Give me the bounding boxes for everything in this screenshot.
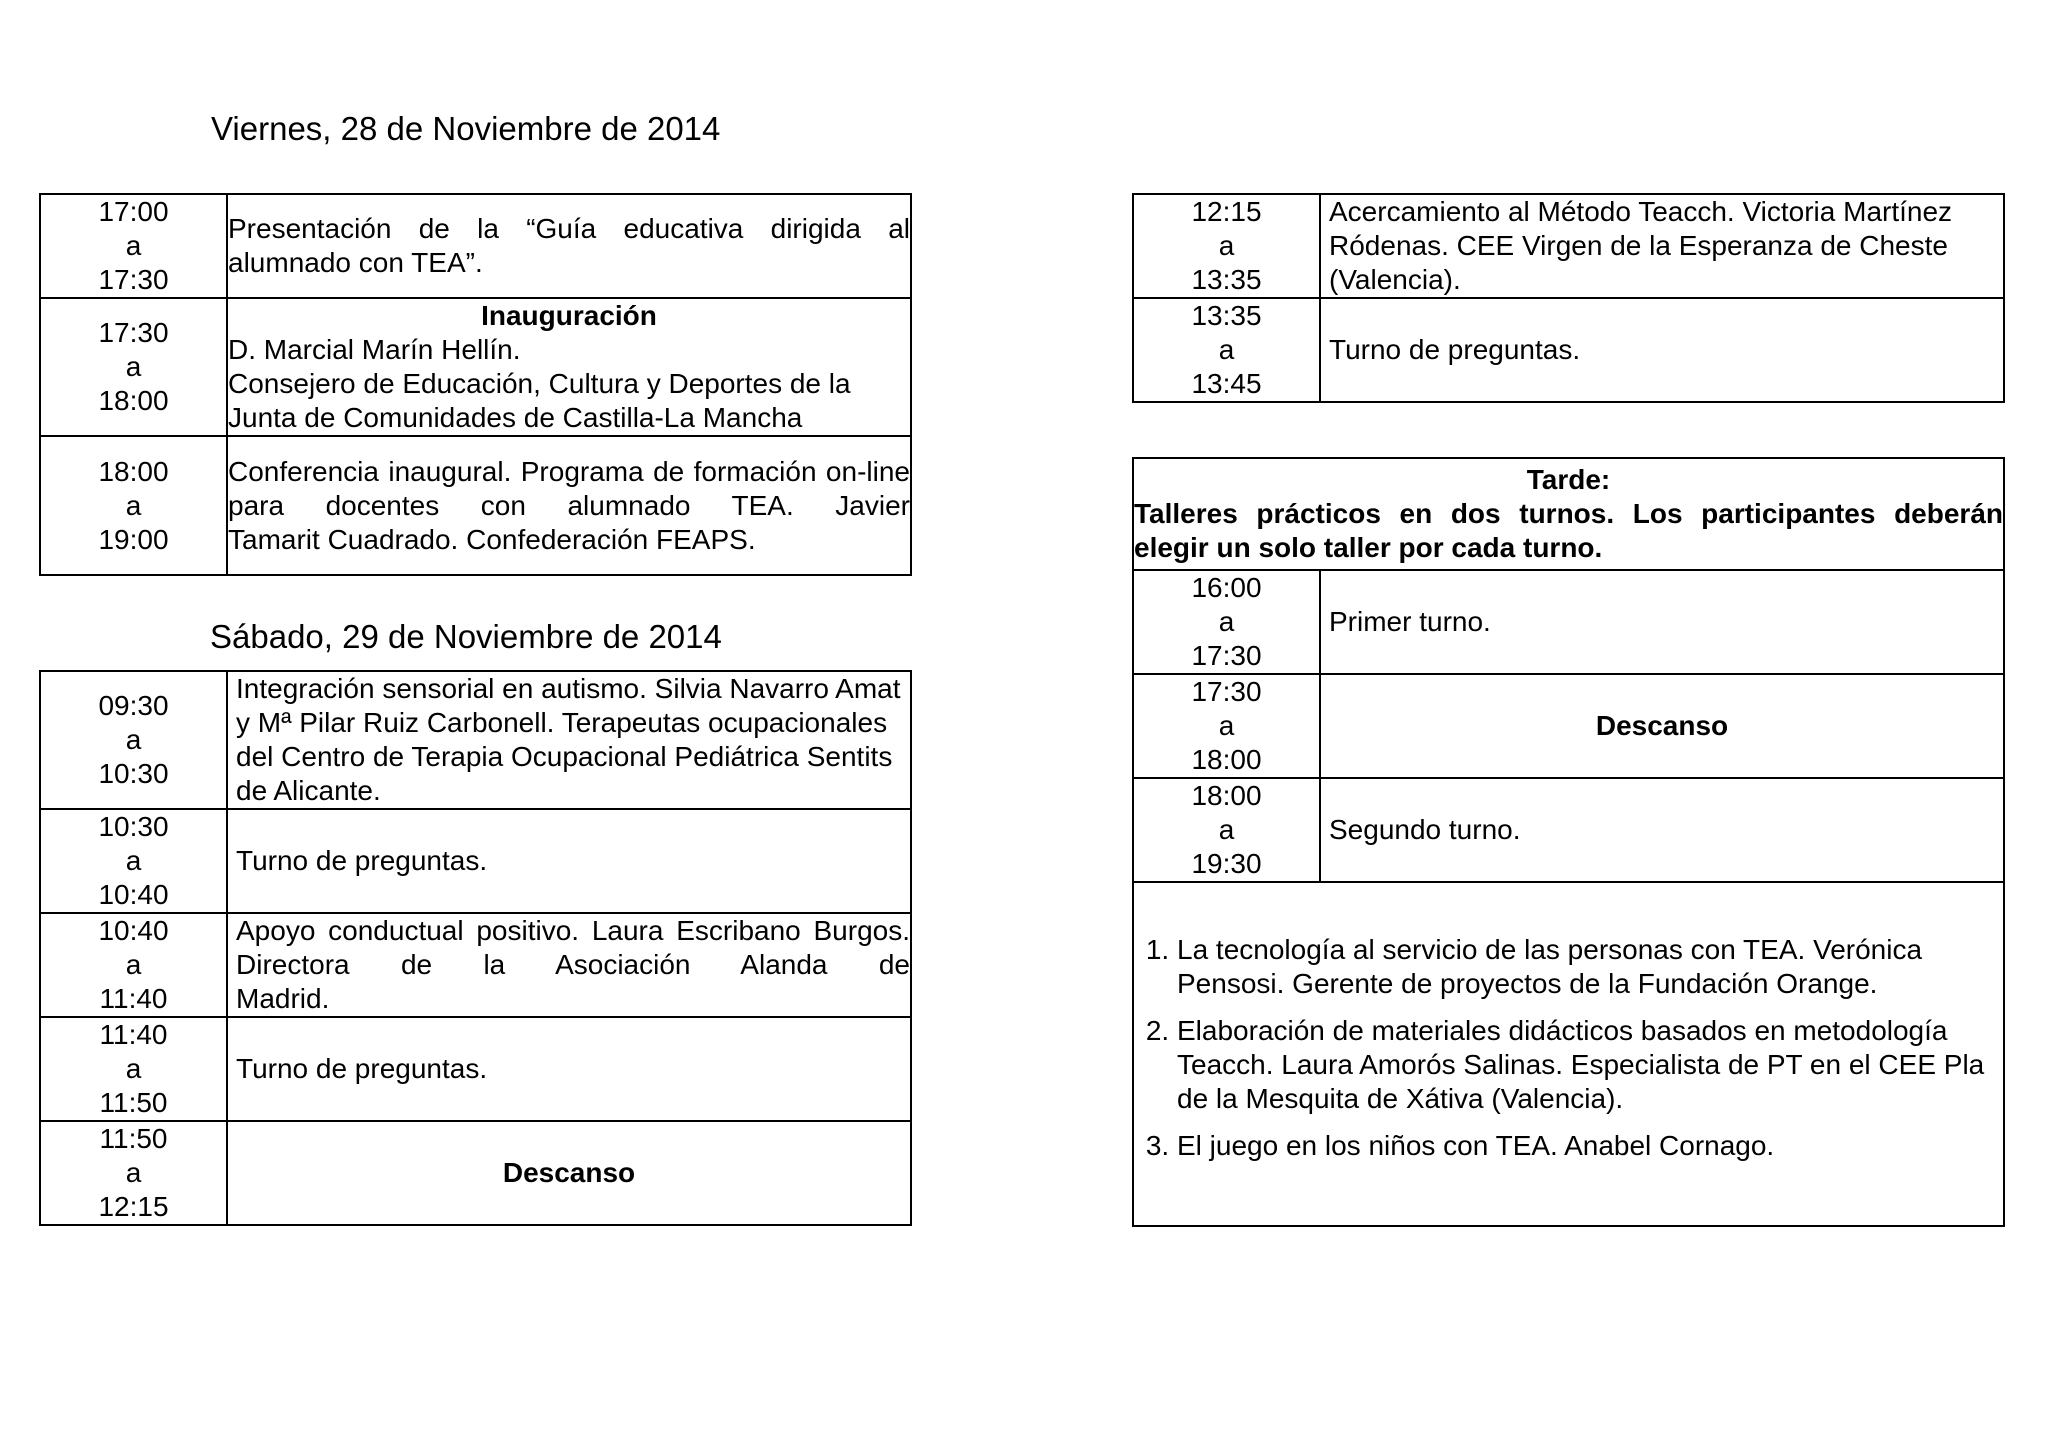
session-text: Presentación de la “Guía educativa dirigida al (228, 213, 910, 244)
session-text-last: Madrid. (236, 983, 330, 1014)
time-separator: a (125, 1157, 142, 1188)
session-text: Turno de preguntas. (236, 845, 488, 876)
start-time: 18:00 (98, 455, 169, 487)
time-separator: a (1218, 606, 1235, 637)
afternoon-subtitle-line: Talleres prácticos en dos turnos. Los participantes deberán (1134, 498, 2003, 529)
end-time: 18:00 (1191, 744, 1262, 775)
session-text: Integración sensorial en autismo. Silvia Navarro Amat y Mª Pilar Ruiz Carbonell. Terapeutas ocupacionales del Centro de Terapia Ocupacional Pediátrica Sentits de Alicante. (236, 673, 901, 806)
end-time: 19:00 (98, 523, 169, 555)
time-separator: a (125, 351, 142, 382)
friday-title: Viernes, 28 de Noviembre de 2014 (211, 110, 721, 147)
session-description (227, 671, 911, 809)
time-separator: a (125, 724, 142, 755)
session-text: Primer turno. (1329, 606, 1491, 637)
session-description (227, 913, 911, 1017)
session-text-last: Tamarit Cuadrado. Confederación FEAPS. (228, 523, 756, 555)
end-time: 11:40 (99, 983, 168, 1014)
start-time: 17:30 (1191, 676, 1262, 707)
start-time: 16:00 (1191, 572, 1262, 603)
start-time: 17:30 (98, 317, 169, 348)
session-text: Segundo turno. (1329, 814, 1521, 845)
time-cell (40, 298, 227, 436)
start-time: 10:30 (98, 811, 169, 842)
session-description (227, 194, 911, 298)
start-time: 17:00 (98, 196, 169, 227)
session-description (227, 436, 911, 575)
start-time: 12:15 (1191, 196, 1262, 227)
afternoon-header-row (1133, 458, 2004, 570)
session-text: Turno de preguntas. (1329, 334, 1581, 365)
friday-schedule-table (39, 193, 912, 576)
workshop-item: 3. El juego en los niños con TEA. Anabel Cornago. (1177, 1129, 2003, 1163)
end-time: 17:30 (1191, 640, 1262, 671)
end-time: 17:30 (98, 264, 169, 295)
time-cell (1133, 674, 1320, 778)
start-time: 11:50 (99, 1123, 168, 1154)
time-cell (40, 671, 227, 809)
time-cell (1133, 298, 1320, 402)
time-separator: a (1218, 710, 1235, 741)
workshop-item: 2. Elaboración de materiales didácticos basados en metodología Teacch. Laura Amorós Salinas. Especialista de PT en el CEE Pla de la Mesquita de Xátiva (Valencia). (1177, 1014, 2003, 1116)
time-separator: a (1218, 334, 1235, 365)
schedule-row (1133, 778, 2004, 882)
session-description (1320, 298, 2004, 402)
time-separator: a (125, 230, 142, 261)
time-cell (1133, 570, 1320, 674)
schedule-row (40, 1121, 911, 1225)
time-cell (40, 1121, 227, 1225)
workshops-list (1134, 933, 2003, 1163)
end-time: 10:30 (98, 758, 169, 789)
end-time: 19:30 (1191, 848, 1262, 879)
afternoon-subtitle-line: elegir un solo taller por cada turno. (1134, 532, 1603, 563)
time-cell (1133, 778, 1320, 882)
time-separator: a (1218, 230, 1235, 261)
session-line: Junta de Comunidades de Castilla-La Mancha (228, 402, 803, 433)
schedule-row (40, 194, 911, 298)
workshops-cell (1133, 882, 2004, 1226)
time-cell (40, 809, 227, 913)
time-separator: a (125, 949, 142, 980)
session-line: Consejero de Educación, Cultura y Deportes de la (228, 368, 851, 399)
start-time: 11:40 (99, 1019, 168, 1050)
time-separator: a (1218, 814, 1235, 845)
time-cell (40, 436, 227, 575)
schedule-row (40, 671, 911, 809)
time-cell (40, 913, 227, 1017)
schedule-row (1133, 298, 2004, 402)
workshops-row (1133, 882, 2004, 1226)
session-description (1320, 194, 2004, 298)
break-label: Descanso (1320, 674, 2004, 778)
time-separator: a (125, 845, 142, 876)
end-time: 13:35 (1191, 264, 1262, 295)
session-description (227, 1017, 911, 1121)
session-description (1320, 570, 2004, 674)
time-cell (40, 1017, 227, 1121)
session-line: D. Marcial Marín Hellín. (228, 334, 521, 365)
schedule-row (1133, 674, 2004, 778)
afternoon-header (1133, 458, 2004, 570)
schedule-row (1133, 570, 2004, 674)
session-text: Acercamiento al Método Teacch. Victoria Martínez Ródenas. CEE Virgen de la Esperanza de Cheste (Valencia). (1329, 196, 1953, 295)
time-separator: a (125, 1053, 142, 1084)
end-time: 10:40 (98, 879, 169, 910)
break-label: Descanso (227, 1121, 911, 1225)
schedule-row (1133, 194, 2004, 298)
end-time: 18:00 (98, 385, 169, 416)
time-cell (40, 194, 227, 298)
time-separator: a (125, 489, 142, 521)
schedule-row (40, 298, 911, 436)
start-time: 09:30 (98, 690, 169, 721)
session-description (227, 298, 911, 436)
start-time: 13:35 (1191, 300, 1262, 331)
session-text: Apoyo conductual positivo. Laura Escribano Burgos. Directora de la Asociación Alanda de (236, 915, 910, 980)
end-time: 13:45 (1191, 368, 1262, 399)
schedule-row (40, 913, 911, 1017)
schedule-row (40, 436, 911, 575)
schedule-row (40, 809, 911, 913)
schedule-row (40, 1017, 911, 1121)
session-text: Turno de preguntas. (236, 1053, 488, 1084)
saturday-title: Sábado, 29 de Noviembre de 2014 (210, 618, 722, 655)
session-text: Conferencia inaugural. Programa de formación on-line para docentes con alumnado TEA. Javier (228, 455, 910, 521)
time-cell (1133, 194, 1320, 298)
start-time: 18:00 (1191, 780, 1262, 811)
start-time: 10:40 (98, 915, 169, 946)
workshop-item: 1. La tecnología al servicio de las personas con TEA. Verónica Pensosi. Gerente de proyectos de la Fundación Orange. (1177, 933, 2003, 1001)
morning-continued-table (1132, 193, 2005, 403)
end-time: 11:50 (99, 1087, 168, 1118)
session-text-last: alumnado con TEA”. (228, 247, 483, 278)
afternoon-title: Tarde: (1526, 464, 1611, 495)
session-description (1320, 778, 2004, 882)
afternoon-schedule-table (1132, 457, 2005, 1227)
saturday-schedule-table (39, 670, 912, 1226)
session-description (227, 809, 911, 913)
inauguration-heading: Inauguración (481, 300, 657, 331)
end-time: 12:15 (98, 1191, 169, 1222)
